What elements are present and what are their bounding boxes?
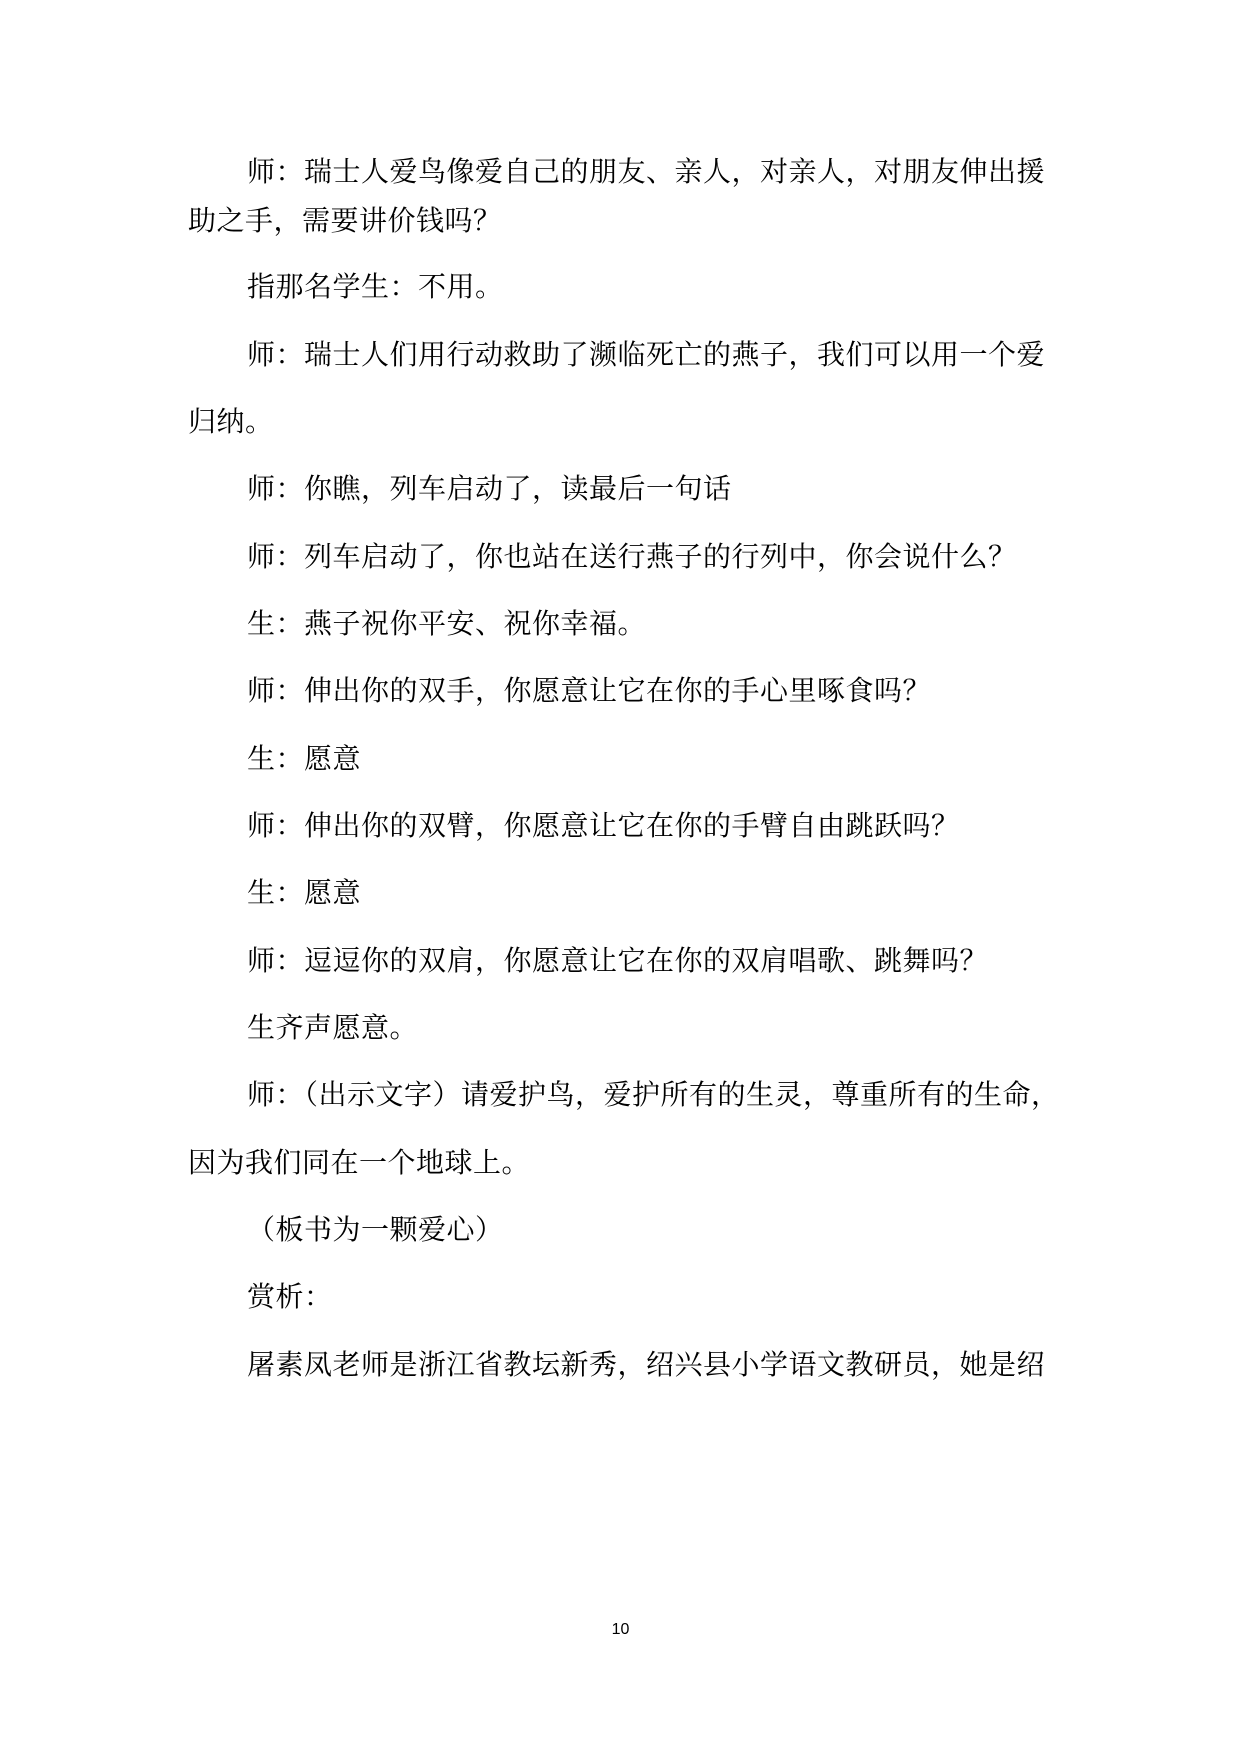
text-line: 助之手，需要讲价钱吗？: [188, 204, 502, 237]
text-line: 师：你瞧，列车启动了，读最后一句话: [247, 472, 732, 505]
text-line: 生：愿意: [247, 876, 362, 909]
text-line: 师：瑞士人们用行动救助了濒临死亡的燕子，我们可以用一个爱: [247, 338, 1046, 371]
page-number: 10: [611, 1621, 630, 1638]
text-line: 师：瑞士人爱鸟像爱自己的朋友、亲人，对亲人，对朋友伸出援: [247, 155, 1046, 188]
text-line: 指那名学生：不用。: [247, 270, 504, 303]
text-line: 屠素凤老师是浙江省教坛新秀，绍兴县小学语文教研员，她是绍: [247, 1348, 1046, 1381]
text-line: 师：伸出你的双手，你愿意让它在你的手心里啄食吗？: [247, 674, 932, 707]
text-line: 归纳。: [188, 405, 274, 438]
text-line: 赏析：: [247, 1280, 333, 1313]
text-line: 师：（出示文字）请爱护鸟，爱护所有的生灵，尊重所有的生命，: [247, 1078, 1060, 1111]
text-line: 生：愿意: [247, 742, 362, 775]
text-line: 师：逗逗你的双肩，你愿意让它在你的双肩唱歌、跳舞吗？: [247, 944, 989, 977]
text-line: 生：燕子祝你平安、祝你幸福。: [247, 607, 647, 640]
text-line: 生齐声愿意。: [247, 1011, 419, 1044]
text-line: 师：伸出你的双臂，你愿意让它在你的手臂自由跳跃吗？: [247, 809, 960, 842]
text-line: 因为我们同在一个地球上。: [188, 1146, 531, 1179]
text-line: （板书为一颗爱心）: [247, 1213, 504, 1246]
text-line: 师：列车启动了，你也站在送行燕子的行列中，你会说什么？: [247, 540, 1017, 573]
